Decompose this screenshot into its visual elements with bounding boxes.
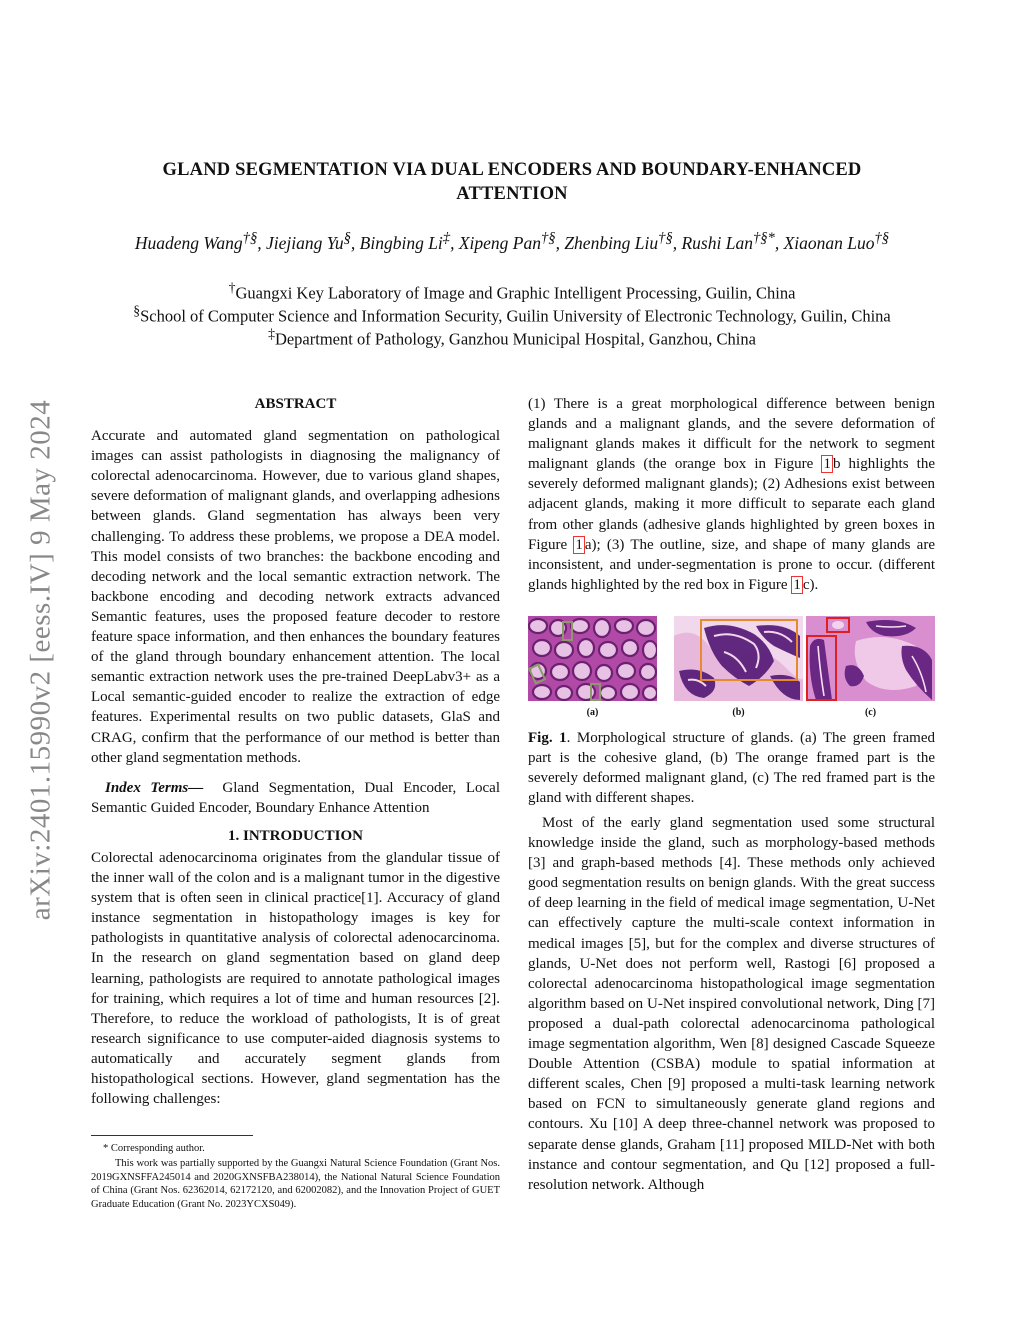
figure-label-a: (a) — [586, 707, 599, 718]
challenges-paragraph: (1) There is a great morphological difference between benign glands and a malignant glands, and the severe deformation of malignant glands makes it difficult for the network to segment malignant glands (the orange box in Figure 1 b highlights the severely deformed malignant glands); (2) Adhesions exist between adjacent glands, making it more difficult to separate each gland from other glands (adhesive glands highlighted by green boxes in Figure 1 a); (3) The outline, size, and shape of many glands are inconsistent, and under-segmentation is prone to occur. (different glands highlighted by the red box in Figure 1 c). — [528, 396, 936, 593]
figure-caption — [528, 728, 935, 808]
figure-panel-a — [528, 616, 657, 701]
author: Rushi Lan†§* — [681, 230, 775, 253]
introduction-heading: 1. INTRODUCTION — [227, 827, 363, 844]
figure-panel-b — [674, 616, 803, 701]
affiliation-1: †Guangxi Key Laboratory of Image and Graphic Intelligent Processing, Guilin, China — [228, 280, 796, 303]
index-terms: Index Terms— Gland Segmentation, Dual Encoder, Local Semantic Guided Encoder, Boundary Enhance Attention — [91, 779, 500, 816]
author: Bingbing Li‡ — [359, 230, 451, 253]
title-line-1: GLAND SEGMENTATION VIA DUAL ENCODERS AND BOUNDARY-ENHANCED — [162, 160, 862, 180]
title-line-2: ATTENTION — [456, 184, 568, 204]
author: Xipeng Pan†§ — [458, 230, 556, 253]
histology-image-a — [528, 616, 657, 701]
affiliation-3: ‡Department of Pathology, Ganzhou Municipal Hospital, Ganzhou, China — [268, 326, 756, 349]
affiliation-2: §School of Computer Science and Information Security, Guilin University of Electronic Technology, Guilin, China — [133, 303, 891, 326]
author-list: Huadeng Wang†§, Jiejiang Yu§, Bingbing Li‡, Xipeng Pan†§, Zhenbing Liu†§, Rushi Lan†§*, Xiaonan Luo†§ — [134, 230, 890, 253]
figure-label-b: (b) — [732, 707, 745, 718]
introduction-text: Colorectal adenocarcinoma originates from the glandular tissue of the inner wall of the colon and is a malignant tumor in the digestive system that is often seen in clinical practice[1]. Accuracy of gland instance segmentation in histopathology images is key for pathologists in quantitative analysis of colorectal adenocarcinoma. In the research on gland segmentation based on gland deep learning, pathologists are required to annotate pathological images for training, which requires a lot of time and human resources [2]. Therefore, to reduce the workload of pathologists, It is of great research significance to use computer-aided diagnosis systems to automatically and accurately segment glands from histopathological sections. However, gland segmentation has the following challenges: — [91, 849, 500, 1108]
figure-ref-link[interactable]: 1 — [575, 536, 583, 553]
arxiv-identifier: arXiv:2401.15990v2 [eess.IV] 9 May 2024 — [24, 399, 57, 921]
figure-label-c: (c) — [864, 707, 877, 718]
figure-panel-c — [806, 616, 935, 701]
author: Xiaonan Luo†§ — [783, 230, 890, 253]
related-work-paragraph: Most of the early gland segmentation used some structural knowledge inside the gland, such as morphology-based methods [3] and graph-based methods [4]. These methods only achieved good segmentation results on benign glands. With the great success of deep learning in the field of medical image segmentation, U-Net can effectively capture the multi-scale context information in medical images [5], but for the complex and diverse structures of glands, U-Net does not perform well, Rastogi [6] proposed a colorectal adenocarcinoma histopathological image segmentation algorithm based on U-Net inspired convolutional network, Ding [7] proposed a dual-path colorectal adenocarcinoma pathological image segmentation algorithm, Wen [8] designed Cascade Squeeze Double Attention (CSBA) module to spatial information at different scales, Chen [9] proposed a multi-task learning network based on FCN to simultaneously generate gland regions and contours. Xu [10] A deep three-channel network was proposed to separate dense glands, Graham [11] proposed MILD-Net with both instance and contour segmentation, and Qu [12] proposed a full-resolution network. Although — [528, 815, 935, 1193]
figure-ref-link[interactable]: 1 — [823, 456, 831, 473]
author: Zhenbing Liu†§ — [564, 230, 673, 253]
figure-1 — [528, 616, 935, 724]
paper-title — [80, 158, 944, 206]
arxiv-sidebar — [5, 350, 77, 970]
abstract-heading: ABSTRACT — [254, 396, 337, 412]
footnote-funding: This work was partially supported by the Guangxi Natural Science Foundation (Grant Nos. 2019GXNSFFA245014 and 2020GXNSFBA238014), the National Natural Science Foundation of China (Grant Nos. 62362014, 62172120, and 62002082), and the Innovation Project of GUET Graduate Education (Grant No. 2023YCXS049). — [91, 1158, 500, 1210]
left-column — [91, 394, 500, 1109]
histology-image-c — [806, 616, 935, 701]
abstract-text: Accurate and automated gland segmentation on pathological images can assist pathologists in diagnosing the malignancy of colorectal adenocarcinoma. However, due to various gland shapes, severe deformation of malignant glands, and overlapping adhesions between glands. Gland segmentation has always been very challenging. To address these problems, we propose a DEA model. This model consists of two branches: the backbone encoding and decoding network and the local semantic extraction network. The backbone encoding and decoding network extracts advanced Semantic features, uses the proposed feature decoder to restore feature space information, and then enhances the boundary features of the gland through boundary enhancement attention. The local semantic extraction network uses the pre-trained DeepLabv3+ as a Local semantic-guided encoder to realize the extraction of edge features. Experimental results on two public datasets, GlaS and CRAG, confirm that the performance of our method is better than other gland segmentation methods. — [91, 428, 500, 766]
footnote-rule — [91, 1135, 253, 1136]
caption-text: . Morphological structure of glands. (a) The green framed part is the cohesive gland, (b) The orange framed part is the severely deformed malignant gland, (c) The red framed part is the gland with different shapes. — [528, 730, 935, 807]
author: Huadeng Wang†§ — [134, 230, 258, 253]
histology-image-b — [674, 616, 803, 701]
caption-label: Fig. 1 — [528, 730, 567, 746]
author: Jiejiang Yu§ — [265, 230, 351, 253]
figure-ref-link[interactable]: 1 — [793, 576, 801, 593]
footnote-corresponding: * Corresponding author. — [103, 1143, 205, 1154]
